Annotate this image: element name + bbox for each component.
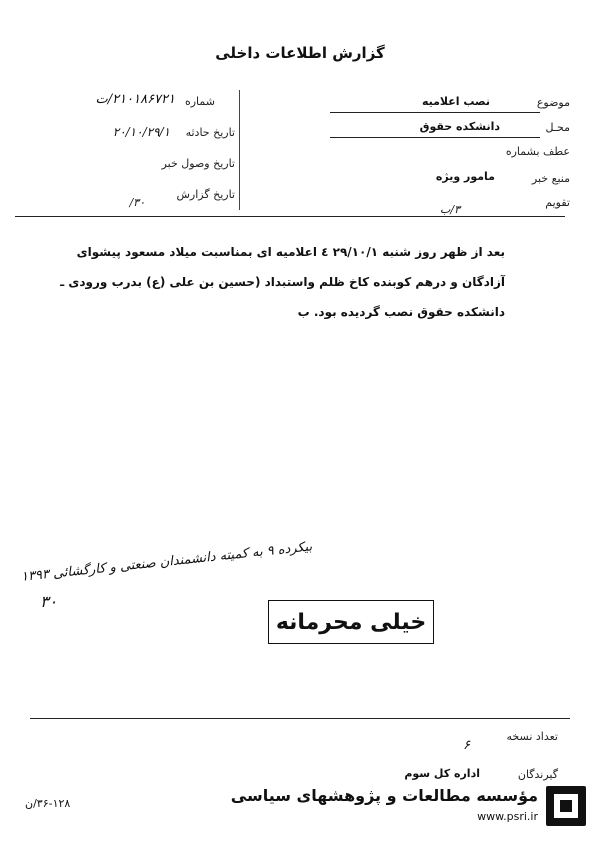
news-receipt-date-label: تاریخ وصول خبر	[161, 157, 235, 170]
report-date-label: تاریخ گزارش	[176, 188, 235, 201]
body-line-1: بعد از ظهر روز شنبه ۲۹/۱۰/۱ ٤ اعلامیه ای بمناسبت میلاد مسعود پیشوای	[76, 245, 505, 259]
subject-label: موضوع	[536, 96, 570, 109]
recipients-value: اداره کل سوم	[404, 767, 480, 780]
location-label: محـل	[545, 121, 570, 134]
body-line-2: آزادگان و درهم کوبنده کاخ ظلم واستبداد (حسین بن علی (ع) بدرب ورودی ـ	[60, 275, 505, 289]
news-source-value: مامور ویژه	[435, 170, 495, 183]
reference-label: عطف بشماره	[505, 145, 570, 158]
evaluation-value: ۳/ب	[440, 203, 460, 216]
news-source-label: منبع خبر	[531, 172, 570, 185]
number-label: شماره	[184, 95, 215, 108]
footer-divider	[30, 718, 570, 719]
copies-label: تعداد نسخه	[506, 730, 558, 743]
form-code: ۳۶-۱۲۸/ن	[25, 797, 71, 810]
institute-name: مؤسسه مطالعات و پژوهشهای سیاسی	[230, 786, 538, 805]
handwritten-number: ۳۰	[40, 592, 58, 611]
incident-date-label: تاریخ حادثه	[185, 126, 235, 139]
document-title: گزارش اطلاعات داخلی	[215, 44, 385, 62]
number-value: ۲۱۰۱۸۶۷۲۱/ت	[95, 92, 175, 107]
confidential-stamp: خیلی محرمانه	[268, 600, 434, 644]
recipients-label: گیرندگان	[517, 768, 558, 781]
incident-date-value: ۲۰/۱۰/۲۹/۱	[112, 125, 170, 139]
location-value: دانشکده حقوق	[419, 120, 500, 133]
header-divider	[15, 216, 565, 217]
location-underline	[330, 137, 540, 138]
institute-watermark	[230, 782, 592, 830]
subject-value: نصب اعلامیه	[421, 95, 490, 108]
header-column-divider	[239, 90, 240, 210]
institute-logo-icon	[546, 786, 586, 826]
institute-url: www.psri.ir	[477, 810, 538, 823]
report-date-value: ۳۰/	[129, 196, 145, 209]
evaluation-label: تقویم	[545, 196, 570, 209]
body-line-3: دانشکده حقوق نصب گردیده بود. ب	[297, 305, 505, 319]
copies-value: ۶	[463, 738, 470, 753]
subject-underline	[330, 112, 540, 113]
handwritten-note: بیکرده ۹ به کمیته دانشمندان صنعتی و کارگشائی ۱۳۹۳	[20, 539, 313, 585]
